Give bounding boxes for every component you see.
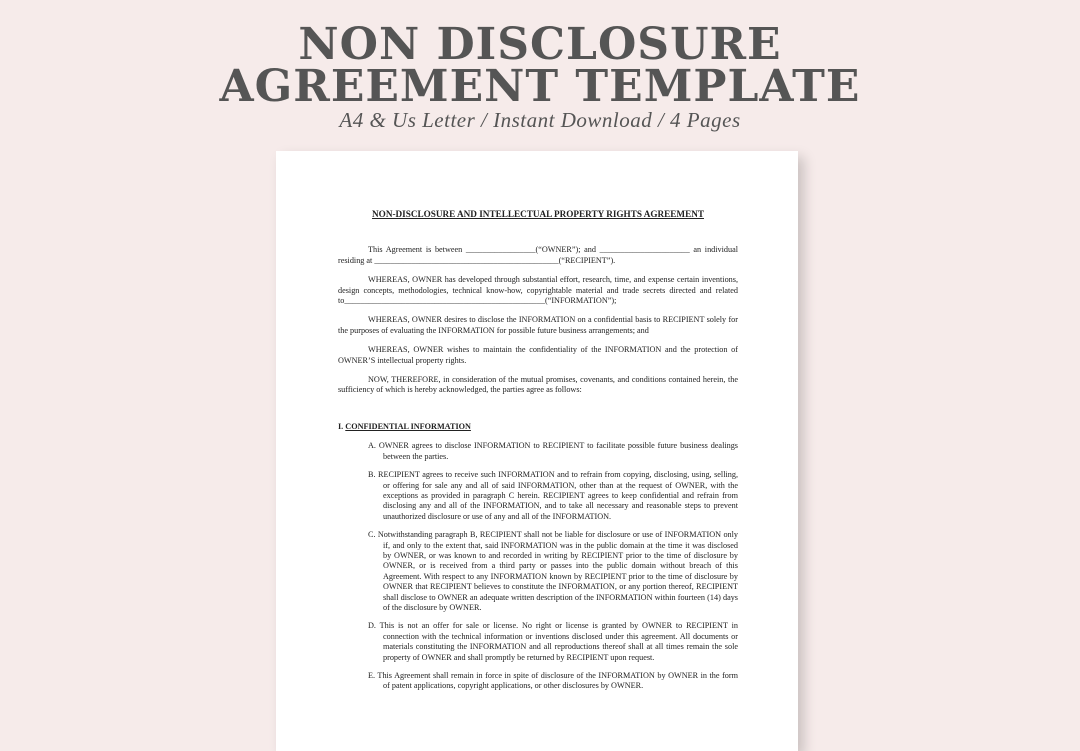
- agreement-parties-paragraph: This Agreement is between _________________(“OWNER”); and ______________________ an individual residing at _____________________________________________(“RECIPIENT”).: [338, 245, 738, 265]
- document-page: [276, 151, 798, 751]
- page-title-line-2: AGREEMENT TEMPLATE: [219, 61, 861, 112]
- whereas-paragraph-1: WHEREAS, OWNER has developed through substantial effort, research, time, and expense certain inventions, design concepts, methodologies, technical know-how, copyrightable material and trade secrets directed and related to_________________________________________________(“INFORMATION”);: [338, 275, 738, 306]
- section-item-a: A. OWNER agrees to disclose INFORMATION to RECIPIENT to facilitate possible future business dealings between the parties.: [368, 441, 738, 461]
- section-title: CONFIDENTIAL INFORMATION: [345, 421, 471, 431]
- section-item-d: D. This is not an offer for sale or license. No right or license is granted by OWNER to RECIPIENT in connection with the technical information or inventions disclosed under this agreement. All documents or materials constituting the INFORMATION and all reproductions thereof shall at all times remain the sole property of OWNER and shall promptly be returned by RECIPIENT upon request.: [368, 621, 738, 662]
- section-heading: [338, 422, 738, 432]
- whereas-paragraph-2: WHEREAS, OWNER desires to disclose the INFORMATION on a confidential basis to RECIPIENT solely for the purposes of evaluating the INFORMATION for possible future business arrangements; and: [338, 315, 738, 335]
- document-body: [338, 209, 738, 700]
- page-subtitle: A4 & Us Letter / Instant Download / 4 Pages: [339, 108, 741, 132]
- whereas-paragraph-3: WHEREAS, OWNER wishes to maintain the confidentiality of the INFORMATION and the protection of OWNER’S intellectual property rights.: [338, 345, 738, 365]
- section-item-c: C. Notwithstanding paragraph B, RECIPIENT shall not be liable for disclosure or use of INFORMATION only if, and only to the extent that, said INFORMATION was in the public domain at the time it was disclosed by OWNER, or was known to and recorded in writing by RECIPIENT prior to the time of disclosure by OWNER, or is received from a third party or passes into the public domain without breach of this Agreement. With respect to any INFORMATION known by RECIPIENT prior to the time of disclosure by OWNER that RECIPIENT believes to constitute the INFORMATION, or any portion thereof, RECIPIENT shall disclose to OWNER an adequate written description of the INFORMATION within fourteen (14) days of the disclosure by OWNER.: [368, 530, 738, 612]
- therefore-paragraph: NOW, THEREFORE, in consideration of the mutual promises, covenants, and conditions contained herein, the sufficiency of which is hereby acknowledged, the parties agree as follows:: [338, 375, 738, 395]
- document-title: NON-DISCLOSURE AND INTELLECTUAL PROPERTY RIGHTS AGREEMENT: [372, 209, 704, 219]
- section-item-e: E. This Agreement shall remain in force in spite of disclosure of the INFORMATION by OWNER in the form of patent applications, copyright applications, or other disclosures by OWNER.: [368, 671, 738, 691]
- page-title-line-1: NON DISCLOSURE: [298, 19, 782, 70]
- section-item-b: B. RECIPIENT agrees to receive such INFORMATION and to refrain from copying, disclosing, using, selling, or offering for sale any and all of said INFORMATION, other than at the request of OWNER, with the exceptions as provided in paragraph C herein. RECIPIENT agrees to keep confidential and refrain from disclosing any and all of the INFORMATION, and to take all necessary and reasonable steps to prevent unauthorized disclosure or use of any and all of the INFORMATION.: [368, 470, 738, 521]
- section-number: I.: [338, 421, 344, 431]
